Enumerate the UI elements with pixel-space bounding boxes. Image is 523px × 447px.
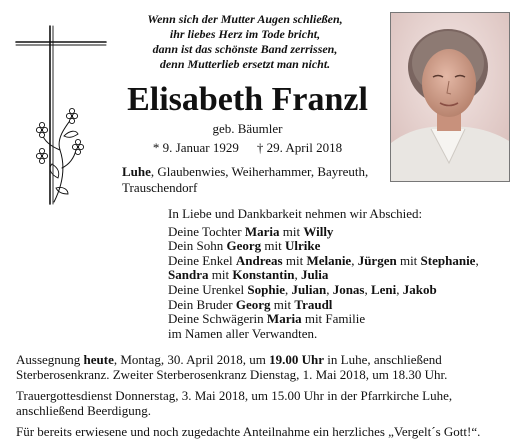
poem-line: Wenn sich der Mutter Augen schließen, bbox=[147, 12, 343, 26]
life-dates bbox=[95, 140, 400, 156]
places-lead: Luhe bbox=[122, 164, 151, 179]
family-line: Dein Sohn Georg mit Ulrike bbox=[168, 238, 321, 254]
family-line: Deine Urenkel Sophie, Julian, Jonas, Leni, Jakob bbox=[168, 281, 437, 297]
death-date: † 29. April 2018 bbox=[256, 140, 343, 155]
places-list bbox=[122, 164, 382, 196]
deceased-name: Elisabeth Franzl bbox=[127, 81, 368, 118]
farewell-intro: In Liebe und Dankbarkeit nehmen wir Abschied: bbox=[168, 206, 423, 221]
poem-line: dann ist das schönste Band zerrissen, bbox=[152, 42, 338, 56]
family-line: Sandra mit Konstantin, Julia bbox=[168, 267, 329, 283]
family-line: im Namen aller Verwandten. bbox=[168, 325, 318, 341]
portrait-photo bbox=[390, 12, 510, 182]
memorial-poem bbox=[110, 12, 380, 72]
maiden-name: geb. Bäumler bbox=[212, 121, 283, 136]
family-line: Deine Enkel Andreas mit Melanie, Jürgen mit Stephanie, bbox=[168, 252, 479, 268]
notice-paragraph: Für bereits erwiesene und noch zugedachte Anteilnahme ein herzliches „Vergelt´s Gott!“. bbox=[16, 424, 481, 439]
birth-date: * 9. Januar 1929 bbox=[152, 140, 239, 155]
funeral-notice bbox=[16, 352, 516, 445]
family-line: Dein Bruder Georg mit Traudl bbox=[168, 296, 333, 312]
poem-line: denn Mutterlieb ersetzt man nicht. bbox=[159, 57, 331, 71]
mourners-list bbox=[168, 207, 513, 341]
family-line: Deine Schwägerin Maria mit Familie bbox=[168, 311, 366, 327]
notice-paragraph: Trauergottesdienst Donnerstag, 3. Mai 2018, um 15.00 Uhr in der Pfarrkirche Luhe, anschließend Beerdigung. bbox=[16, 388, 453, 418]
family-line: Deine Tochter Maria mit Willy bbox=[168, 223, 334, 239]
poem-line: ihr liebes Herz im Tode bricht, bbox=[169, 27, 321, 41]
notice-paragraph: Aussegnung heute, Montag, 30. April 2018, um 19.00 Uhr in Luhe, anschließend Sterberosenkranz. Zweiter Sterberosenkranz Dienstag, 1. Mai 2018, um 18.30 Uhr. bbox=[16, 352, 448, 382]
places-rest: , Glaubenwies, Weiherhammer, Bayreuth, Trauschendorf bbox=[122, 164, 369, 195]
